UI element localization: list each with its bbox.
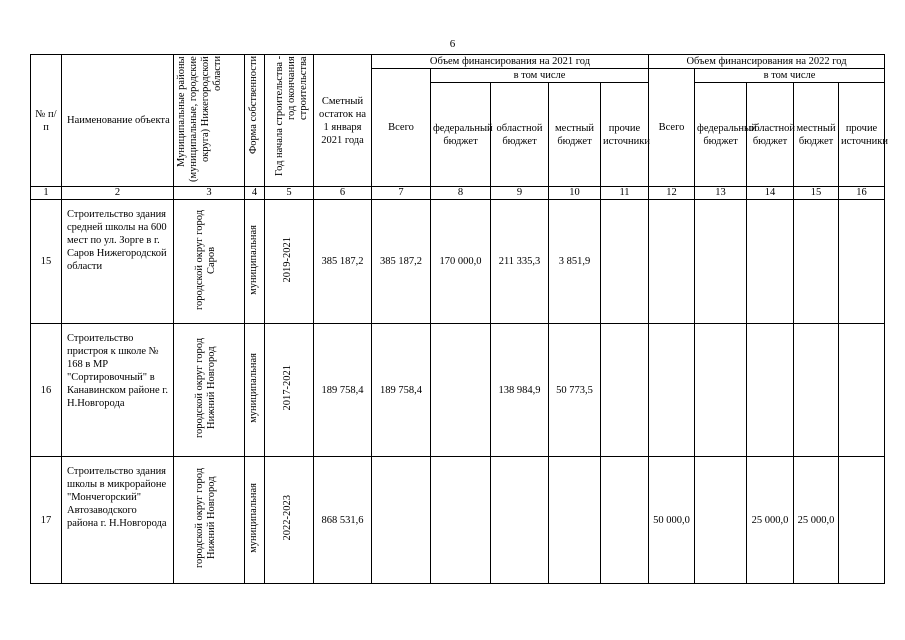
column-number: 3: [174, 187, 245, 200]
ownership-cell: муниципальная: [245, 324, 265, 457]
column-number: 11: [601, 187, 649, 200]
column-number: 7: [372, 187, 431, 200]
column-number: 5: [265, 187, 314, 200]
district-cell: городской округ город Саров: [174, 200, 245, 324]
regional-2021-cell: [491, 457, 549, 584]
header-local-2022: местный бюджет: [794, 83, 839, 187]
regional-2022-cell: [747, 324, 794, 457]
regional-2021-cell: 211 335,3: [491, 200, 549, 324]
column-number: 8: [431, 187, 491, 200]
balance-cell: 385 187,2: [314, 200, 372, 324]
federal-2022-cell: [695, 200, 747, 324]
balance-cell: 868 531,6: [314, 457, 372, 584]
header-other-2022: прочие источники: [839, 83, 885, 187]
header-group-2022: Объем финансирования на 2022 год: [649, 55, 885, 69]
ownership-cell: муниципальная: [245, 457, 265, 584]
other-2022-cell: [839, 457, 885, 584]
table-row: [31, 457, 885, 584]
object-name: Строительство здания средней школы на 600 мест по ул. Зорге в г. Саров Нижегородской области: [62, 200, 174, 324]
column-number: 14: [747, 187, 794, 200]
header-total-2022: Всего: [649, 69, 695, 187]
total-2021-cell: 385 187,2: [372, 200, 431, 324]
page-number: 6: [449, 38, 456, 50]
header-local-2021: местный бюджет: [549, 83, 601, 187]
header-regional-2022: областной бюджет: [747, 83, 794, 187]
object-name: Строительство здания школы в микрорайоне "Мончегорский" Автозаводского района г. Н.Новгорода: [62, 457, 174, 584]
column-number: 12: [649, 187, 695, 200]
total-2021-cell: [372, 457, 431, 584]
other-2021-cell: [601, 457, 649, 584]
balance-cell: 189 758,4: [314, 324, 372, 457]
column-number: 13: [695, 187, 747, 200]
federal-2021-cell: [431, 324, 491, 457]
local-2022-cell: [794, 200, 839, 324]
total-2022-cell: [649, 200, 695, 324]
years-cell: 2019-2021: [265, 200, 314, 324]
header-ownership: Форма собственности: [245, 55, 265, 187]
local-2022-cell: [794, 324, 839, 457]
local-2021-cell: 50 773,5: [549, 324, 601, 457]
header-federal-2022: федеральный бюджет: [695, 83, 747, 187]
other-2022-cell: [839, 324, 885, 457]
column-number: 16: [839, 187, 885, 200]
federal-2021-cell: 170 000,0: [431, 200, 491, 324]
years-cell: 2022-2023: [265, 457, 314, 584]
header-district: Муниципальные районы (муниципальные, городские округа) Нижегородской области: [174, 55, 245, 187]
header-regional-2021: областной бюджет: [491, 83, 549, 187]
column-number: 4: [245, 187, 265, 200]
header-years: Год начала строительства - год окончания строительства: [265, 55, 314, 187]
header-group-2021: Объем финансирования на 2021 год: [372, 55, 649, 69]
total-2022-cell: [649, 324, 695, 457]
column-number: 15: [794, 187, 839, 200]
total-2022-cell: 50 000,0: [649, 457, 695, 584]
table-row: [31, 200, 885, 324]
other-2022-cell: [839, 200, 885, 324]
header-other-2021: прочие источники: [601, 83, 649, 187]
header-including-2022: в том числе: [695, 69, 885, 83]
district-cell: городской округ город Нижний Новгород: [174, 324, 245, 457]
regional-2022-cell: 25 000,0: [747, 457, 794, 584]
row-number: 16: [31, 324, 62, 457]
header-including-2021: в том числе: [431, 69, 649, 83]
district-cell: городской округ город Нижний Новгород: [174, 457, 245, 584]
header-name: Наименование объекта: [62, 55, 174, 187]
local-2021-cell: [549, 457, 601, 584]
table-row: [31, 324, 885, 457]
column-number: 1: [31, 187, 62, 200]
header-total-2021: Всего: [372, 69, 431, 187]
header-balance: Сметный остаток на 1 января 2021 года: [314, 55, 372, 187]
financing-table: [30, 54, 888, 584]
column-number: 2: [62, 187, 174, 200]
header-num: № п/п: [31, 55, 62, 187]
row-number: 15: [31, 200, 62, 324]
column-number: 9: [491, 187, 549, 200]
federal-2022-cell: [695, 457, 747, 584]
column-number: 10: [549, 187, 601, 200]
column-number: 6: [314, 187, 372, 200]
local-2022-cell: 25 000,0: [794, 457, 839, 584]
other-2021-cell: [601, 324, 649, 457]
years-cell: 2017-2021: [265, 324, 314, 457]
local-2021-cell: 3 851,9: [549, 200, 601, 324]
other-2021-cell: [601, 200, 649, 324]
federal-2021-cell: [431, 457, 491, 584]
object-name: Строительство пристроя к школе № 168 в МР "Сортировочный" в Канавинском районе г. Н.Новгорода: [62, 324, 174, 457]
column-numbers-row: [31, 187, 885, 200]
header-federal-2021: федеральный бюджет: [431, 83, 491, 187]
total-2021-cell: 189 758,4: [372, 324, 431, 457]
regional-2021-cell: 138 984,9: [491, 324, 549, 457]
row-number: 17: [31, 457, 62, 584]
regional-2022-cell: [747, 200, 794, 324]
ownership-cell: муниципальная: [245, 200, 265, 324]
federal-2022-cell: [695, 324, 747, 457]
